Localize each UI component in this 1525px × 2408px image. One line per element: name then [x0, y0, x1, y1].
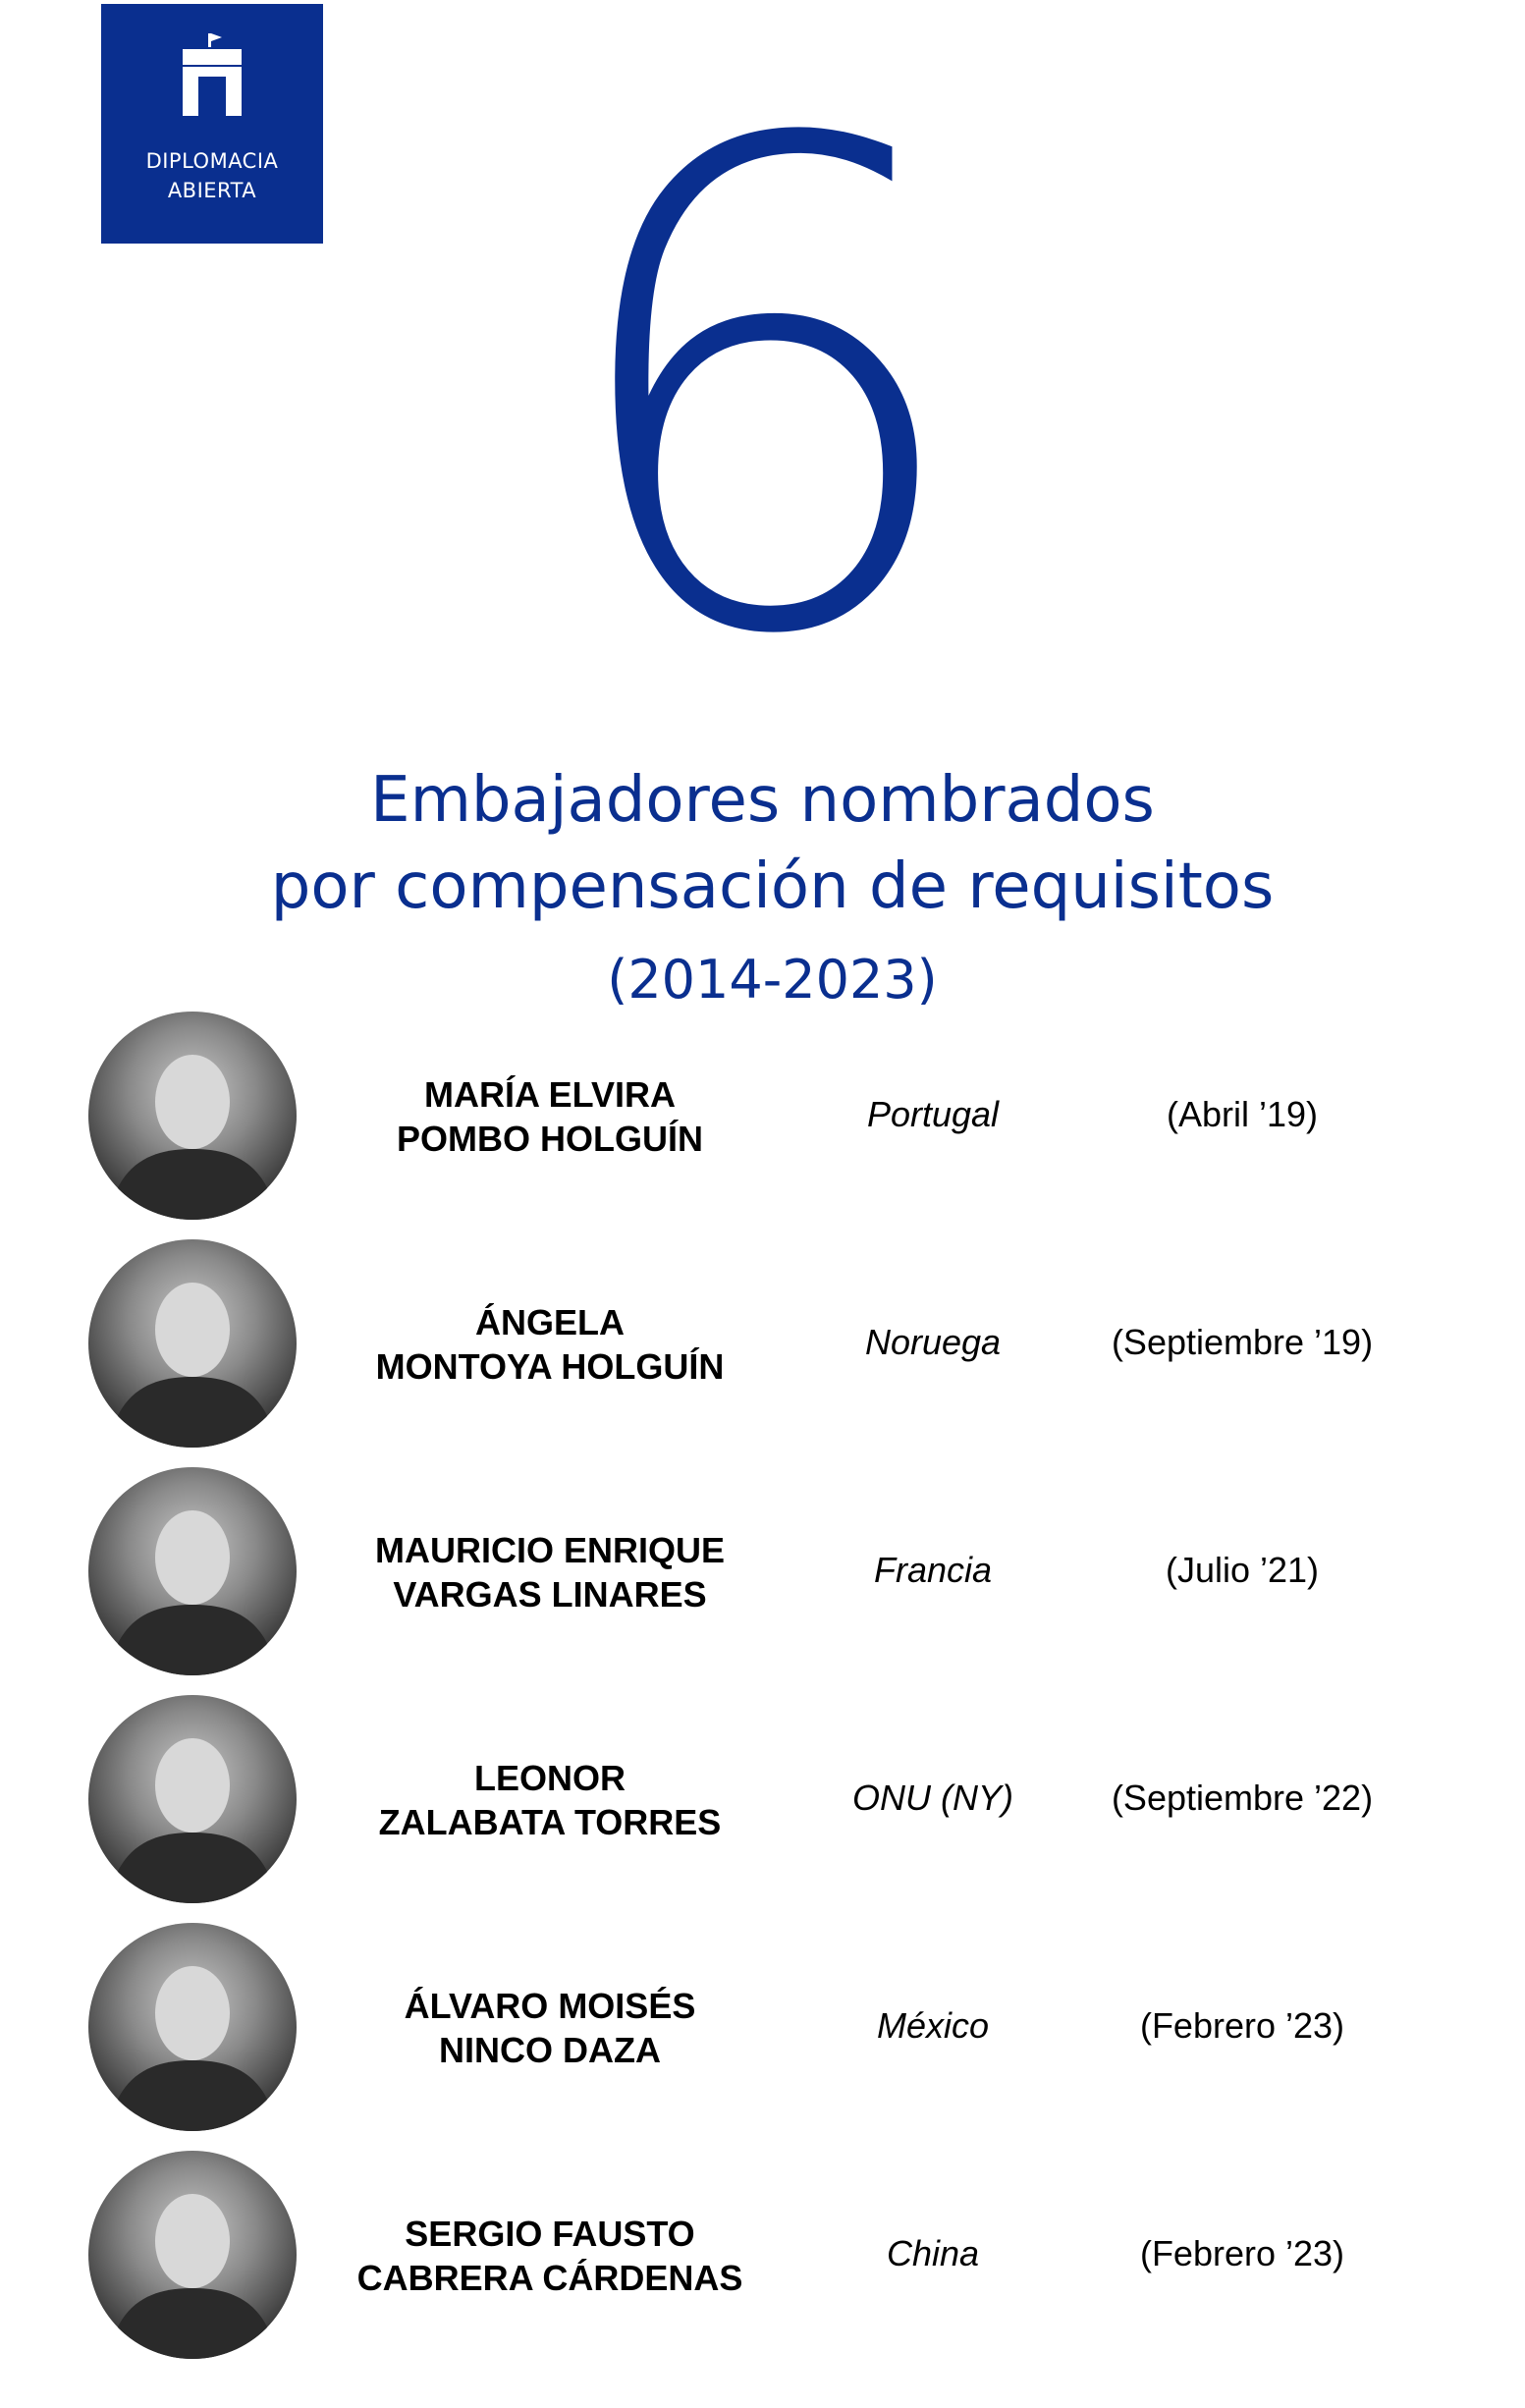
- ambassador-name: [354, 1756, 746, 1844]
- ambassador-country: Portugal: [866, 1094, 1000, 1134]
- avatar: [88, 1012, 297, 1220]
- headline-title-line2: por compensación de requisitos: [270, 850, 1275, 923]
- ambassador-row: [0, 2151, 1525, 2367]
- headline-period: (2014-2023): [607, 949, 938, 1011]
- ambassador-name-line2: NINCO DAZA: [439, 2030, 661, 2070]
- ambassador-date: (Abril ’19): [1166, 1094, 1319, 1134]
- ambassador-name: [354, 1528, 746, 1616]
- ambassador-name: [354, 2212, 746, 2300]
- ambassador-name-line1: LEONOR: [473, 1758, 626, 1798]
- brand-name-line2: ABIERTA: [167, 179, 257, 202]
- ambassador-date: (Septiembre ’22): [1111, 1778, 1374, 1818]
- ambassador-row: [0, 1239, 1525, 1455]
- avatar: [88, 1695, 297, 1903]
- ambassador-name-line1: SERGIO FAUSTO: [405, 2214, 695, 2254]
- ambassador-name-line1: ÁNGELA: [475, 1302, 625, 1342]
- ambassador-date: (Febrero ’23): [1139, 2233, 1345, 2273]
- avatar: [88, 1239, 297, 1448]
- ambassador-name-line1: MAURICIO ENRIQUE: [374, 1530, 725, 1570]
- headline-title-line1: Embajadores nombrados: [370, 764, 1155, 837]
- ambassador-name-line2: CABRERA CÁRDENAS: [356, 2258, 743, 2298]
- ambassador-row: [0, 1695, 1525, 1911]
- ambassador-country: China: [886, 2233, 980, 2273]
- ambassador-country: ONU (NY): [852, 1778, 1013, 1818]
- ambassador-name: [354, 1984, 746, 2072]
- ambassador-name-line1: ÁLVARO MOISÉS: [404, 1986, 696, 2026]
- ambassador-name-line2: POMBO HOLGUÍN: [397, 1119, 703, 1159]
- ambassador-row: [0, 1012, 1525, 1228]
- ambassador-country: Noruega: [864, 1322, 1002, 1362]
- ambassador-name-line2: ZALABATA TORRES: [378, 1802, 722, 1842]
- ambassador-name: [354, 1072, 746, 1161]
- ambassador-country: México: [876, 2005, 990, 2046]
- ambassador-name-line2: VARGAS LINARES: [393, 1574, 707, 1614]
- brand-name-line1: DIPLOMACIA: [145, 149, 279, 173]
- ambassador-date: (Julio ’21): [1165, 1550, 1320, 1590]
- ambassador-name-line2: MONTOYA HOLGUÍN: [375, 1346, 725, 1387]
- avatar: [88, 1923, 297, 2131]
- avatar: [88, 2151, 297, 2359]
- ambassador-row: [0, 1467, 1525, 1683]
- ambassador-row: [0, 1923, 1525, 2139]
- ambassador-name: [354, 1300, 746, 1389]
- ambassador-date: (Septiembre ’19): [1111, 1322, 1374, 1362]
- headline-number: 6: [550, 4, 975, 781]
- avatar: [88, 1467, 297, 1675]
- ambassador-country: Francia: [873, 1550, 993, 1590]
- ambassador-date: (Febrero ’23): [1139, 2005, 1345, 2046]
- ambassador-name-line1: MARÍA ELVIRA: [424, 1074, 676, 1115]
